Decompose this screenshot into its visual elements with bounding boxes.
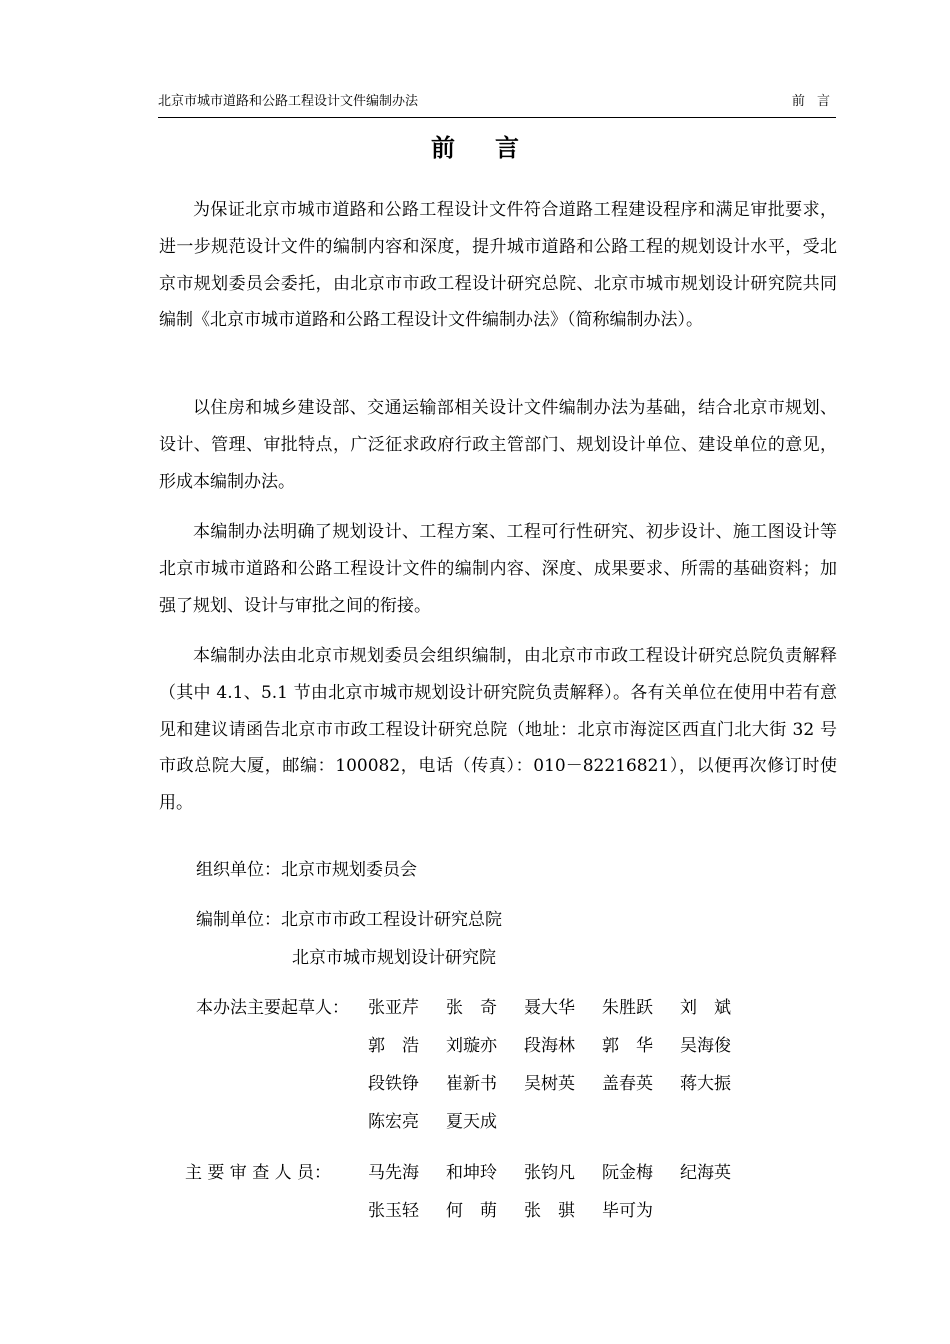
drafters-label: 本办法主要起草人： [196,998,349,1018]
reviewer-name: 何 萌 [446,1201,497,1221]
compilers-line [196,902,502,938]
drafters-row [368,1027,758,1065]
drafter-name: 段海林 [524,1036,575,1056]
drafters-row [368,1103,758,1141]
drafter-name: 郭 华 [602,1036,653,1056]
compilers-line-2 [292,940,496,976]
drafter-name: 陈宏亮 [368,1112,419,1132]
compiler-2: 北京市城市规划设计研究院 [292,948,496,968]
paragraph-1: 为保证北京市城市道路和公路工程设计文件符合道路工程建设程序和满足审批要求，进一步规范设计文件的编制内容和深度，提升城市道路和公路工程的规划设计水平，受北京市规划委员会委托，由北京市市政工程设计研究总院、北京市城市规划设计研究院共同编制《北京市城市道路和公路工程设计文件编制办法》（简称编制办法）。 [159,200,837,331]
reviewer-name: 和坤玲 [446,1163,497,1183]
reviewers-label: 主 要 审 查 人 员： [185,1163,332,1183]
drafter-name: 聂大华 [524,998,575,1018]
drafter-name: 朱胜跃 [602,998,653,1018]
reviewer-name: 马先海 [368,1163,419,1183]
reviewer-name: 张玉轻 [368,1201,419,1221]
drafters-row [368,1065,758,1103]
header-rule [158,117,836,118]
reviewer-name: 阮金梅 [602,1163,653,1183]
reviewer-name: 张钧凡 [524,1163,575,1183]
drafter-name: 张亚芹 [368,998,419,1018]
drafter-name: 夏天成 [446,1112,497,1132]
reviewer-name: 纪海英 [680,1163,731,1183]
organizer-value: 北京市规划委员会 [281,860,417,880]
paragraph-3: 本编制办法明确了规划设计、工程方案、工程可行性研究、初步设计、施工图设计等北京市城市道路和公路工程设计文件的编制内容、深度、成果要求、所需的基础资料；加强了规划、设计与审批之间的衔接。 [159,522,837,616]
organizer-line [196,852,417,888]
drafters-row [368,989,758,1027]
reviewers-row [368,1154,758,1192]
compiler-1: 北京市市政工程设计研究总院 [281,910,502,930]
drafter-name: 吴海俊 [680,1036,731,1056]
drafter-name: 张 奇 [446,998,497,1018]
drafter-name: 蒋大振 [680,1074,731,1094]
drafter-name: 吴树英 [524,1074,575,1094]
organizer-label: 组织单位： [196,860,281,880]
drafter-name: 崔新书 [446,1074,497,1094]
header-section-title: 前 言 [791,94,834,109]
drafter-name: 刘璇亦 [446,1036,497,1056]
paragraph-4: 本编制办法由北京市规划委员会组织编制，由北京市市政工程设计研究总院负责解释（其中 4.1、5.1 节由北京市城市规划设计研究院负责解释）。各有关单位在使用中若有意见和建议请函告北京市市政工程设计研究总院（地址：北京市海淀区西直门北大街 32 号市政总院大厦，邮编：100082，电话（传真）：010－82216821），以便再次修订时使用。 [159,646,837,814]
paragraph-2: 以住房和城乡建设部、交通运输部相关设计文件编制办法为基础，结合北京市规划、设计、管理、审批特点，广泛征求政府行政主管部门、规划设计单位、建设单位的意见，形成本编制办法。 [159,398,837,492]
running-header [158,92,834,112]
reviewer-name: 张 骐 [524,1201,575,1221]
drafter-name: 刘 斌 [680,998,731,1018]
reviewers-list [368,1154,758,1230]
header-document-title: 北京市城市道路和公路工程设计文件编制办法 [158,94,419,109]
reviewers-row [368,1192,758,1230]
compilers-label: 编制单位： [196,910,281,930]
page-title: 前言 [431,133,559,162]
drafter-name: 盖春英 [602,1074,653,1094]
drafters-list [368,989,758,1141]
drafter-name: 郭 浩 [368,1036,419,1056]
reviewer-name: 毕可为 [602,1201,653,1221]
drafter-name: 段铁铮 [368,1074,419,1094]
